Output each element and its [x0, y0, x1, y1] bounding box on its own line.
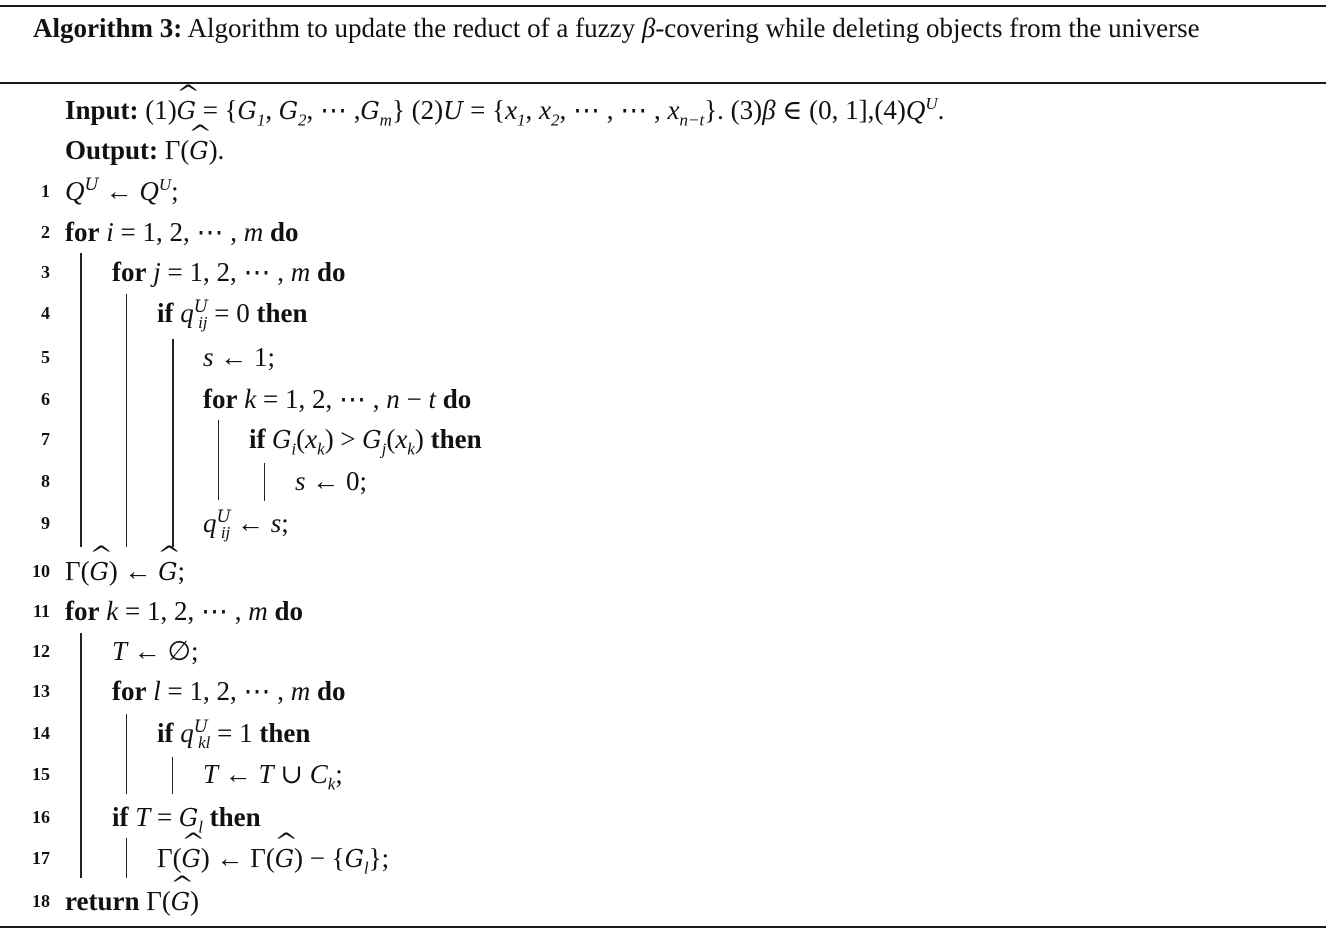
code-line-1: $Q^U$ ← $Q^U$;: [65, 175, 179, 206]
line-number: 5: [41, 347, 50, 367]
line-number: 4: [41, 303, 50, 323]
code-line-10: Γ(^ G) ← ^ G;: [65, 554, 185, 589]
bottom-rule: [0, 926, 1326, 928]
line-number: 3: [41, 262, 50, 282]
line-number: 15: [32, 764, 50, 784]
line-number: 8: [41, 471, 50, 491]
input-text: (1)^ $G = \{G_1$, $G_2$, ⋯ $,G_m$} $(2)U = \{x_1$, $x_2$, ⋯ , ⋯ , $x_{n-t}$}. (3)β ∈ (0, $1],(4)Q^U$.: [145, 95, 944, 125]
line-number: 16: [32, 807, 50, 827]
line-number: 7: [41, 429, 50, 449]
code-line-16: if $T = G_l$ then: [112, 802, 261, 837]
top-rule: [0, 5, 1326, 7]
output-label: Output:: [65, 135, 159, 165]
code-line-12: T ← ∅;: [112, 636, 199, 666]
block-bar-if-q0: [172, 339, 174, 547]
line-number: 18: [32, 891, 50, 911]
code-line-4: if $q^U_{ij} = 0$ then: [157, 297, 308, 333]
code-line-6: for k = 1, 2, ⋯ , n − t do: [203, 384, 472, 414]
code-line-17: Γ(^ G) ← Γ(^ $G) - \{G_l\}$;: [157, 841, 389, 876]
code-line-15: T ← T ∪ $C_k$;: [203, 759, 343, 794]
code-line-9: $q^U_{ij}$ ← s;: [203, 507, 289, 543]
block-bar-for-k2: [80, 633, 82, 878]
code-line-11: for k = 1, 2, ⋯ , m do: [65, 596, 303, 626]
line-number: 10: [32, 561, 50, 581]
code-line-7: if $G_i(x_k) > G_j(x_k)$ then: [249, 424, 482, 459]
line-number: 13: [32, 681, 50, 701]
algorithm-label: Algorithm 3:: [33, 13, 183, 43]
line-number: 11: [32, 601, 50, 621]
code-line-18: return Γ(^ G): [65, 884, 199, 919]
block-bar-for-k: [218, 420, 219, 500]
code-line-13: for l = 1, 2, ⋯ , m do: [112, 676, 346, 706]
code-line-2: for i = 1, 2, ⋯ , m do: [65, 217, 299, 247]
code-line-3: for j = 1, 2, ⋯ , m do: [112, 257, 346, 287]
line-number: 2: [41, 222, 50, 242]
line-number: 9: [41, 513, 50, 533]
block-bar-for-l: [126, 714, 127, 794]
block-bar-if-g: [264, 463, 265, 501]
algorithm-caption: [33, 9, 1313, 47]
line-number: 14: [32, 723, 50, 743]
output-line: [65, 133, 224, 168]
block-bar-for-j: [126, 294, 127, 547]
block-bar-if-t: [126, 838, 127, 878]
block-bar-for-i: [80, 253, 82, 547]
code-line-8: s ← 0;: [295, 466, 368, 496]
line-number: 12: [32, 641, 50, 661]
line-number: 1: [41, 181, 50, 201]
input-label: Input:: [65, 95, 139, 125]
line-number: 17: [32, 848, 50, 868]
code-line-14: if $q^U_{kl} = 1$ then: [157, 717, 311, 753]
line-number: 6: [41, 389, 50, 409]
code-line-5: s ← 1;: [203, 342, 276, 372]
block-bar-if-q1: [172, 757, 173, 794]
algorithm-title: Algorithm to update the reduct of a fuzzy β-covering while deleting objects from the universe: [187, 13, 1200, 43]
output-text: Γ(^ G).: [165, 135, 225, 165]
